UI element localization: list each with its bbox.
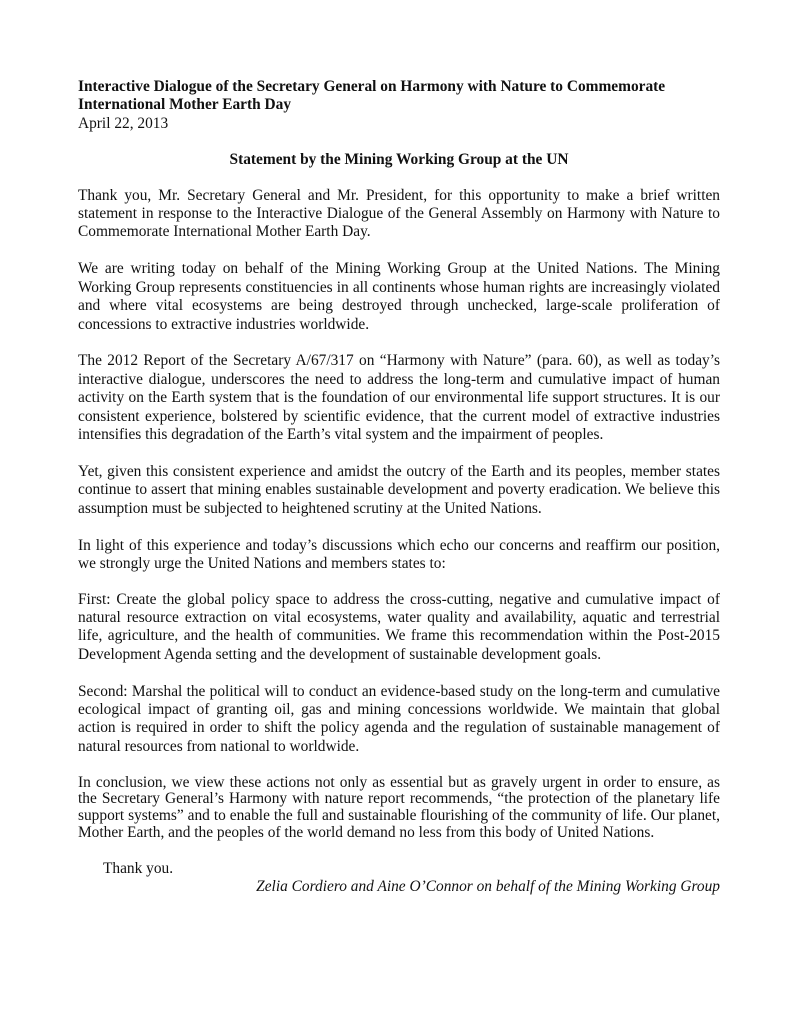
document-title-line-1: Interactive Dialogue of the Secretary General on Harmony with Nature to Commemorate (78, 78, 666, 95)
recommendation-first: First: Create the global policy space to address the cross-cutting, negative and cumulative impact of natural resource extraction on vital ecosystems, water quality and availability, aquatic and terrestrial life, agriculture, and the health of communities. We frame this recommendation within the Post-2015 Development Agenda setting and the development of sustainable development goals. (78, 590, 720, 663)
paragraph-conclusion: In conclusion, we view these actions not only as essential but as gravely urgent in order to ensure, as the Secretary General’s Harmony with nature report recommends, “the protection of the planetary life support systems” and to enable the full and sustainable flourishing of the community of life. Our planet, Mother Earth, and the peoples of the world demand no less from this body of United Nations. (78, 773, 720, 841)
recommendation-second: Second: Marshal the political will to conduct an evidence-based study on the long-term and cumulative ecological impact of granting oil, gas and mining concessions worldwide. We maintain that global action is required in order to shift the policy agenda and the regulation of sustainable management of natural resources from national to worldwide. (78, 682, 720, 755)
signature: Zelia Cordiero and Aine O’Connor on behalf of the Mining Working Group (256, 878, 720, 896)
document-date: April 22, 2013 (78, 114, 169, 132)
paragraph-opening: Thank you, Mr. Secretary General and Mr. President, for this opportunity to make a brief written statement in response to the Interactive Dialogue of the General Assembly on Harmony with Nature to Commemorate International Mother Earth Day. (78, 186, 720, 241)
paragraph-mining-working-group: We are writing today on behalf of the Mining Working Group at the United Nations. The Mining Working Group represents constituencies in all continents whose human rights are increasingly violated and where vital ecosystems are being destroyed through unchecked, large-scale proliferation of concessions to extractive industries worldwide. (78, 260, 720, 333)
paragraph-report-reference: The 2012 Report of the Secretary A/67/317 on “Harmony with Nature” (para. 60), as well as today’s interactive dialogue, underscores the need to address the long-term and cumulative impact of human activity on the Earth system that is the foundation of our environmental life support structures. It is our consistent experience, bolstered by scientific evidence, that the current model of extractive industries intensifies this degradation of the Earth’s vital system and the impairment of peoples. (78, 352, 720, 444)
document-title-line-2: International Mother Earth Day (78, 96, 292, 114)
paragraph-member-states: Yet, given this consistent experience and amidst the outcry of the Earth and its peoples, member states continue to assert that mining enables sustainable development and poverty eradication. We believe this assumption must be subjected to heightened scrutiny at the United Nations. (78, 463, 720, 517)
closing-thank-you: Thank you. (103, 859, 174, 877)
paragraph-urge: In light of this experience and today’s discussions which echo our concerns and reaffirm our position, we strongly urge the United Nations and members states to: (78, 536, 720, 573)
statement-heading: Statement by the Mining Working Group at the UN (229, 151, 569, 169)
document-page (78, 78, 720, 896)
